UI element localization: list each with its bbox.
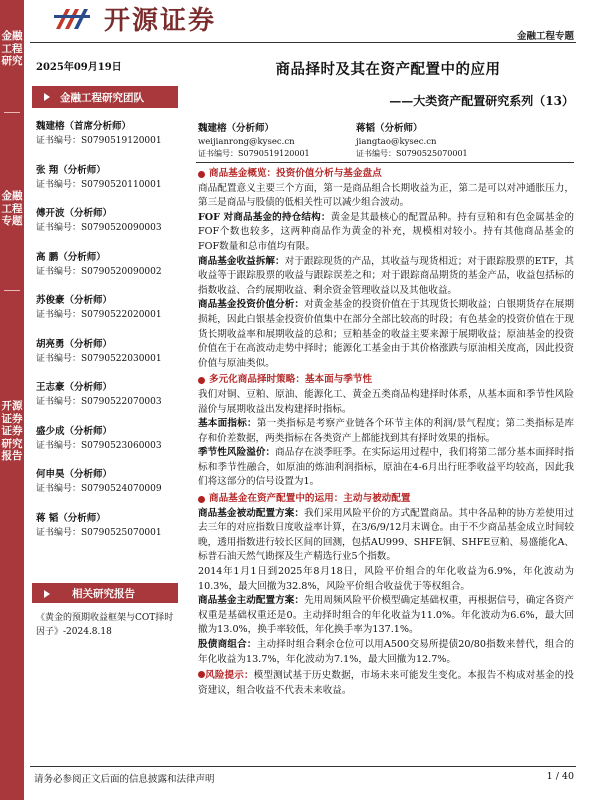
paragraph-lead: 商品基金被动配置方案： (198, 507, 305, 519)
paragraph-text: 对于跟踪现货的产品，其收益与现货相近；对于跟踪股票的ETF，其收益等于跟踪股票的收益与跟踪误差之和；对于跟踪商品期货的基金产品，收益包括标的指数收益、合约展期收益、剩余资金管理收益以及其他收益。 (198, 255, 575, 296)
main-rule (196, 162, 574, 163)
author-cert: 证书编号：S0790525070001 (356, 149, 468, 158)
analyst-name: 苏俊豪（分析师） (36, 295, 113, 306)
paragraph-text: 主动择时组合剩余仓位可以用A500交易所提债20/80指数来替代，组合的年化收益为13.7%，年化波动为7.1%，最大回撤为12.7%。 (198, 639, 575, 665)
author-name: 蒋韬（分析师） (356, 123, 423, 134)
paragraph-text: 商品配置意义主要三个方面，第一是商品组合长期收益为正，第二是可以对冲通胀压力，第三是商品与股债的低相关性可以减少组合波动。 (198, 182, 574, 209)
paragraph-text: 我们对铜、豆粕、原油、能源化工、黄金五类商品构建择时体系，从基本面和季节性风险溢价与展期收益出发构建择时指标。 (198, 388, 574, 415)
analyst-name: 蒋 韬（分析师） (36, 512, 106, 524)
report-subtitle: ——大类资产配置研究系列（13） (389, 94, 574, 108)
body-section (198, 373, 574, 490)
analyst-cert: 证书编号：S0790520090003 (36, 223, 162, 233)
section-heading-text: 商品基金概览：投资价值分析与基金盘点 (209, 168, 382, 179)
author-card (198, 122, 310, 160)
side-label-bottom: 开源证券 证券研究报告 (1, 400, 23, 462)
body-paragraph (198, 211, 574, 255)
section-heading (198, 669, 574, 698)
body-paragraph (198, 388, 574, 417)
bullet-icon (198, 671, 205, 678)
body-paragraph (198, 182, 574, 211)
paragraph-lead: 商品基金收益拆解： (198, 255, 285, 267)
analyst-name: 傅开波（分析师） (36, 208, 113, 219)
analyst-entry (36, 468, 162, 496)
analyst-name: 盛少成（分析师） (36, 425, 113, 437)
analyst-name: 高 鹏（分析师） (36, 251, 106, 263)
logo-text: 开源证券 (104, 5, 217, 36)
body-paragraph (198, 298, 574, 371)
analyst-entry (36, 164, 162, 192)
section-heading (198, 167, 574, 182)
paragraph-text: 第一类指标是考察产业链各个环节主体的利润/景气程度；第二类指标是库存和价差数据，两类指标在各类资产上都能找到其有择时效果的指标。 (198, 418, 574, 444)
report-date: 2025年09月19日 (36, 62, 122, 73)
body-section (198, 669, 574, 698)
side-divider (4, 290, 20, 291)
team-title: 金融工程研究团队 (60, 91, 144, 104)
paragraph-text: 2014年1月1日到2025年8月18日，风险平价组合的年化收益为6.9%，年化波动为10.3%，最大回撤为32.8%，风险平价组合收益优于等权组合。 (198, 566, 574, 592)
paragraph-lead: 股债商组合： (198, 639, 257, 650)
author-name: 魏建榕（分析师） (198, 123, 275, 134)
related-report-link[interactable]: 《黄金的预期收益框架与COT择时因子》-2024.8.18 (36, 613, 174, 637)
paragraph-text: 先用周频风险平价模型确定基础权重，再根据信号，确定各资产权重是基础权重还是0。主动择时组合的年化收益为11.0%。年化波动为6.6%，最大回撤为13.0%，换手率较低，年化换手率为137.1%。 (198, 595, 575, 636)
analyst-entry (36, 251, 162, 279)
footer-disclaimer: 请务必参阅正文后面的信息披露和法律声明 (34, 774, 215, 785)
analyst-name: 王志豪（分析师） (36, 382, 113, 393)
logo-icon (52, 3, 94, 33)
related-title: 相关研究报告 (72, 587, 135, 600)
body-paragraph (198, 638, 574, 667)
section-inline-text: 模型测试基于历史数据，市场未来可能发生变化。本报告不构成对基金的投资建议，组合收益不代表未来收益。 (198, 670, 575, 696)
paragraph-lead: 商品基金主动配置方案： (198, 595, 305, 607)
body-paragraph (198, 255, 574, 299)
header-rule (30, 42, 576, 43)
analyst-entry (36, 338, 162, 366)
footer-rule (30, 766, 576, 767)
author-email[interactable]: weijianrong@kysec.cn (198, 137, 295, 147)
analyst-cert: 证书编号：S0790524070009 (36, 484, 162, 494)
author-card (356, 122, 468, 160)
paragraph-lead: 商品基金投资价值分析： (198, 299, 305, 311)
team-title-bar (32, 86, 178, 108)
analyst-name: 魏建榕（首席分析师） (36, 121, 132, 132)
body-paragraph (198, 446, 574, 490)
paragraph-text: 商品存在淡季旺季。在实际运用过程中，我们将第二部分基本面择时指标和季节性融合，如原油的炼油利润指标，原油在4-6月出行旺季收益平均较高，因此我们将这部分的信号设置为1。 (198, 447, 575, 488)
bullet-icon (198, 496, 205, 503)
analyst-entry (36, 120, 162, 148)
author-cert: 证书编号：S0790519120001 (198, 149, 310, 158)
body-paragraph (198, 507, 574, 565)
section-heading (198, 492, 574, 507)
paragraph-text: 对黄金基金的投资价值在于其现货长期收益；白银期货存在展期损耗，因此白银基金投资价值集中在部分全部比较高的时段；有色基金的投资价值在于现货长期收益率和展期收益的总和；豆粕基金的收益主要来源于展期收益；原油基金的投资价值在于在高波动走势中择时；能源化工基金由于其价格涨跌与原油相关度高，因此投资价值与原油类似。 (198, 299, 575, 369)
analyst-cert: 证书编号：S0790519120001 (36, 136, 162, 146)
section-label: 金融工程专题 (516, 31, 574, 42)
analyst-cert: 证书编号：S0790525070001 (36, 527, 162, 538)
analyst-cert: 证书编号：S0790520090002 (36, 266, 162, 277)
section-heading (198, 373, 574, 388)
analyst-entry (36, 512, 162, 540)
body-section (198, 167, 574, 371)
section-heading-text: 多元化商品择时策略：基本面与季节性 (209, 374, 373, 386)
body-paragraph (198, 565, 574, 594)
triangle-icon (44, 93, 50, 101)
analyst-entry (36, 381, 162, 409)
analyst-cert: 证书编号：S0790522020001 (36, 310, 162, 320)
page-number: 1 / 40 (546, 771, 574, 782)
report-body (198, 166, 574, 698)
side-label-middle: 金融工程专题 (1, 190, 23, 227)
body-section (198, 492, 574, 667)
bullet-icon (198, 377, 205, 384)
paragraph-lead: 季节性风险溢价： (198, 447, 276, 459)
brand-logo (52, 0, 216, 36)
side-banner (0, 0, 24, 800)
analyst-cert: 证书编号：S0790522070003 (36, 397, 162, 407)
body-paragraph (198, 594, 574, 638)
report-title: 商品择时及其在资产配置中的应用 (275, 61, 501, 78)
author-email[interactable]: jiangtao@kysec.cn (356, 137, 437, 147)
paragraph-lead: 基本面指标： (198, 418, 257, 430)
analyst-cert: 证书编号：S0790523060003 (36, 440, 162, 451)
related-title-bar (32, 583, 178, 603)
side-divider (4, 112, 20, 113)
analyst-cert: 证书编号：S0790520110001 (36, 179, 162, 190)
analyst-cert: 证书编号：S0790522030001 (36, 353, 162, 364)
paragraph-lead: FOF 对商品基金的持仓结构： (198, 211, 331, 223)
analyst-name: 何申昊（分析师） (36, 469, 113, 480)
triangle-icon (44, 590, 50, 598)
analyst-name: 胡亮勇（分析师） (36, 338, 113, 350)
analyst-entry (36, 294, 162, 322)
paragraph-text: 我们采用风险平价的方式配置商品。其中各品种的协方差使用过去三年的对应指数日度收益率计算，在3/6/9/12月末调仓。由于不少商品基金成立时间较晚，透用指数进行较长区间的回测，包括AU999、SHFE铜、SHFE豆粕、易盛能化A、标普石油天然气勘探及生产精选行业5个指数。 (198, 507, 575, 563)
section-heading-text: 商品基金在资产配置中的运用：主动与被动配置 (209, 493, 411, 505)
bullet-icon (198, 171, 205, 178)
section-heading-text: 风险提示： (205, 670, 254, 682)
paragraph-text: 黄金是其最核心的配置品种。持有豆粕和有色金属基金的FOF个数也较多，这两种商品作为黄金的补充，规模相对较小。持有其他商品基金的FOF数量和总市值均有限。 (198, 211, 574, 252)
analyst-entry (36, 207, 162, 235)
analyst-entry (36, 425, 162, 453)
body-paragraph (198, 417, 574, 446)
analyst-name: 张 翔（分析师） (36, 164, 106, 176)
side-label-top: 金融工程研究 (1, 30, 23, 67)
